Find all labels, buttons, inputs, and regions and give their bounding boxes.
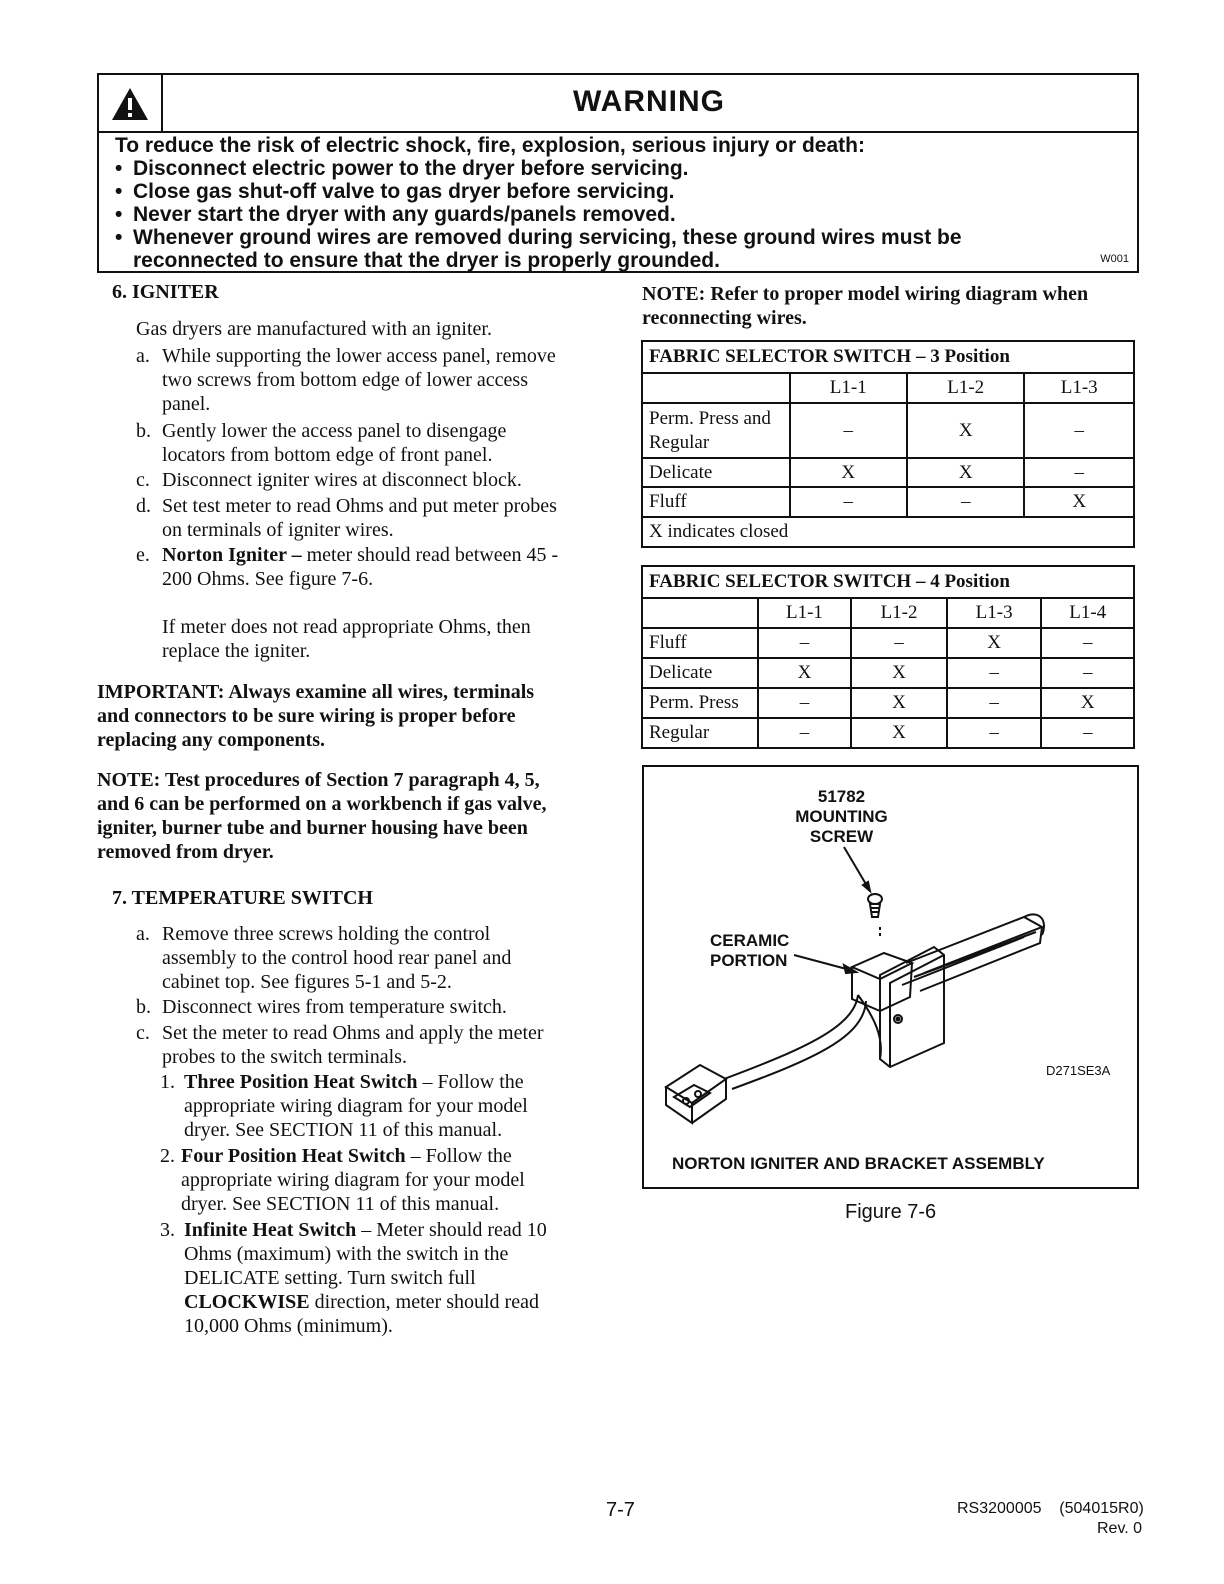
sub-label: 1. xyxy=(160,1071,175,1093)
row-label-text: Regular xyxy=(649,431,710,453)
step-label: a. xyxy=(136,923,150,945)
table3-row-label: Delicate xyxy=(642,458,790,487)
note-text: NOTE: Test procedures of Section 7 paragraph 4, 5, xyxy=(97,769,540,791)
table-row xyxy=(642,688,1134,718)
step-text: probes to the switch terminals. xyxy=(162,1046,407,1068)
warning-list xyxy=(115,157,962,272)
screw-label-line: 51782 xyxy=(817,787,866,806)
table4-row-label: Delicate xyxy=(642,658,758,688)
fabric-switch-3-table xyxy=(641,340,1135,548)
warning-code: W001 xyxy=(1100,253,1129,265)
workbench-note xyxy=(97,768,546,864)
step-text: cabinet top. See figures 5-1 and 5-2. xyxy=(162,971,452,993)
warning-bullet: • Whenever ground wires are removed during servicing, these ground wires must be xyxy=(115,226,962,249)
table-row xyxy=(642,403,1134,458)
table3-header: L1-1 xyxy=(790,373,907,403)
step-bold: Norton Igniter – xyxy=(162,544,302,566)
temp-step-a xyxy=(136,922,606,994)
sub-text: appropriate wiring diagram for your model xyxy=(181,1169,525,1191)
table3-cell: X xyxy=(907,458,1024,487)
wiring-note-text: NOTE: Refer to proper model wiring diagram when xyxy=(642,283,1089,305)
table3-row-label xyxy=(642,403,790,458)
warning-bullet: • Disconnect electric power to the dryer before servicing. xyxy=(115,157,962,180)
table4-row-label: Regular xyxy=(642,718,758,748)
ceramic-label-line: PORTION xyxy=(710,951,788,970)
step-text: two screws from bottom edge of lower access xyxy=(162,369,528,391)
step-label: b. xyxy=(136,996,151,1018)
warning-header xyxy=(99,75,1137,133)
step-label: c. xyxy=(136,469,150,491)
sub-text: DELICATE setting. Turn switch full xyxy=(184,1267,476,1289)
step-text: Set test meter to read Ohms and put meter probes xyxy=(162,495,557,517)
table4-cell: – xyxy=(758,628,852,658)
fabric-switch-4-table xyxy=(641,565,1135,749)
sub-bold: Infinite Heat Switch xyxy=(184,1219,357,1241)
table3-cell: – xyxy=(790,403,907,458)
table4-row-label: Fluff xyxy=(642,628,758,658)
important-text: replacing any components. xyxy=(97,729,325,751)
wiring-note-text: reconnecting wires. xyxy=(642,307,807,329)
table3-caption: FABRIC SELECTOR SWITCH – 3 Position xyxy=(642,341,1134,373)
table4-cell: – xyxy=(947,718,1042,748)
temp-step-c xyxy=(136,1021,606,1069)
igniter-replace xyxy=(162,615,531,663)
step-text: assembly to the control hood rear panel and xyxy=(162,947,512,969)
table4-cell: – xyxy=(947,688,1042,718)
important-text: and connectors to be sure wiring is proper before xyxy=(97,705,516,727)
igniter-step-b xyxy=(136,419,606,467)
important-text: IMPORTANT: Always examine all wires, terminals xyxy=(97,681,535,703)
replace-text: If meter does not read appropriate Ohms, then xyxy=(162,616,531,638)
sub-bold: Four Position Heat Switch xyxy=(181,1145,406,1167)
igniter-step-c xyxy=(136,468,606,492)
warning-bullet: • Close gas shut-off valve to gas dryer before servicing. xyxy=(115,180,962,203)
igniter-assembly-drawing xyxy=(644,767,1137,1187)
table4-cell: – xyxy=(1041,718,1134,748)
table-row xyxy=(642,487,1134,517)
figure-title: NORTON IGNITER AND BRACKET ASSEMBLY xyxy=(672,1154,1045,1173)
table3-cell: – xyxy=(1024,458,1134,487)
table3-header: L1-3 xyxy=(1024,373,1134,403)
warning-bullet-continuation-text: reconnected to ensure that the dryer is properly grounded. xyxy=(133,249,720,272)
page-number: 7-7 xyxy=(606,1499,635,1521)
table-row xyxy=(642,718,1134,748)
table-row xyxy=(642,458,1134,487)
table4-caption: FABRIC SELECTOR SWITCH – 4 Position xyxy=(642,566,1134,598)
sub-label: 3. xyxy=(160,1219,175,1241)
temp-sub-1 xyxy=(160,1070,610,1142)
step-text: panel. xyxy=(162,393,211,415)
step-text: While supporting the lower access panel, remove xyxy=(162,345,556,367)
note-text: and 6 can be performed on a workbench if gas valve, xyxy=(97,793,547,815)
sub-text: Ohms (maximum) with the switch in the xyxy=(184,1243,509,1265)
step-text: Disconnect wires from temperature switch. xyxy=(162,996,507,1018)
igniter-step-a xyxy=(136,344,606,416)
table4-cell: – xyxy=(947,658,1042,688)
temp-sub-2 xyxy=(160,1144,610,1216)
step-text: Set the meter to read Ohms and apply the meter xyxy=(162,1022,544,1044)
table-row xyxy=(642,658,1134,688)
warning-triangle-icon xyxy=(110,86,150,122)
table3-cell: X xyxy=(790,458,907,487)
table3-corner-cell xyxy=(642,373,790,403)
table4-row-label: Perm. Press xyxy=(642,688,758,718)
document-number: RS3200005 (504015R0) xyxy=(957,1500,1144,1517)
warning-title: WARNING xyxy=(573,85,725,118)
sub-text: appropriate wiring diagram for your model xyxy=(184,1095,528,1117)
igniter-step-e xyxy=(136,543,606,591)
step-text: Remove three screws holding the control xyxy=(162,923,491,945)
warning-intro: To reduce the risk of electric shock, fire, explosion, serious injury or death: xyxy=(115,134,865,157)
table4-cell: – xyxy=(851,628,947,658)
step-text: meter should read between 45 - xyxy=(301,544,559,566)
ceramic-label-line: CERAMIC xyxy=(710,931,790,950)
table4-cell: X xyxy=(1041,688,1134,718)
table4-cell: X xyxy=(758,658,852,688)
table3-footnote: X indicates closed xyxy=(642,517,1134,547)
temp-switch-heading: 7. TEMPERATURE SWITCH xyxy=(112,887,373,909)
wiring-note xyxy=(642,282,1088,330)
step-label: b. xyxy=(136,420,151,442)
sub-text: dryer. See SECTION 11 of this manual. xyxy=(181,1193,500,1215)
table3-cell: X xyxy=(1024,487,1134,517)
sub-text: – Follow the xyxy=(417,1071,524,1093)
table3-cell: – xyxy=(790,487,907,517)
table4-cell: X xyxy=(947,628,1042,658)
warning-box xyxy=(97,73,1139,273)
sub-bold: Three Position Heat Switch xyxy=(184,1071,418,1093)
step-text: on terminals of igniter wires. xyxy=(162,519,394,541)
table4-cell: X xyxy=(851,718,947,748)
table4-corner-cell xyxy=(642,598,758,628)
step-text: Gently lower the access panel to disengage xyxy=(162,420,507,442)
table4-cell: – xyxy=(758,718,852,748)
screw-label-line: MOUNTING xyxy=(795,807,888,826)
sub-text: 10,000 Ohms (minimum). xyxy=(184,1315,393,1337)
note-text: removed from dryer. xyxy=(97,841,274,863)
table4-cell: X xyxy=(851,688,947,718)
table4-header: L1-2 xyxy=(851,598,947,628)
temp-step-b xyxy=(136,995,606,1019)
table4-header: L1-1 xyxy=(758,598,852,628)
sub-text: direction, meter should read xyxy=(309,1291,539,1313)
step-label: d. xyxy=(136,495,151,517)
table4-cell: – xyxy=(758,688,852,718)
warning-bullet: • Never start the dryer with any guards/panels removed. xyxy=(115,203,962,226)
table3-row-label: Fluff xyxy=(642,487,790,517)
step-text: Disconnect igniter wires at disconnect block. xyxy=(162,469,522,491)
table-row xyxy=(642,628,1134,658)
table4-cell: – xyxy=(1041,628,1134,658)
table3-cell: – xyxy=(1024,403,1134,458)
igniter-intro: Gas dryers are manufactured with an igniter. xyxy=(136,318,492,340)
replace-text: replace the igniter. xyxy=(162,640,311,662)
table4-cell: X xyxy=(851,658,947,688)
table3-cell: – xyxy=(907,487,1024,517)
important-note xyxy=(97,680,534,752)
step-label: c. xyxy=(136,1022,150,1044)
table3-cell: X xyxy=(907,403,1024,458)
sub-label: 2. xyxy=(160,1145,175,1167)
warning-icon-cell xyxy=(99,75,163,131)
step-label: e. xyxy=(136,544,150,566)
note-text: igniter, burner tube and burner housing have been xyxy=(97,817,528,839)
table4-cell: – xyxy=(1041,658,1134,688)
igniter-heading: 6. IGNITER xyxy=(112,281,219,303)
warning-bullet-continuation xyxy=(115,249,962,272)
sub-text: – Follow the xyxy=(405,1145,512,1167)
step-text: 200 Ohms. See figure 7-6. xyxy=(162,568,374,590)
table4-header: L1-4 xyxy=(1041,598,1134,628)
igniter-figure xyxy=(642,765,1139,1189)
temp-sub-3 xyxy=(160,1218,610,1340)
sub-text: dryer. See SECTION 11 of this manual. xyxy=(184,1119,503,1141)
sub-text: – Meter should read 10 xyxy=(356,1219,547,1241)
figure-caption: Figure 7-6 xyxy=(845,1201,937,1223)
table4-header: L1-3 xyxy=(947,598,1042,628)
step-label: a. xyxy=(136,345,150,367)
revision-label: Rev. 0 xyxy=(1097,1520,1143,1537)
step-text: locators from bottom edge of front panel. xyxy=(162,444,493,466)
row-label-text: Perm. Press and xyxy=(649,407,771,429)
table3-header: L1-2 xyxy=(907,373,1024,403)
screw-label-line: SCREW xyxy=(809,827,874,846)
sub-bold: CLOCKWISE xyxy=(184,1291,310,1313)
igniter-step-d xyxy=(136,494,606,542)
figure-code: D271SE3A xyxy=(1046,1063,1111,1078)
